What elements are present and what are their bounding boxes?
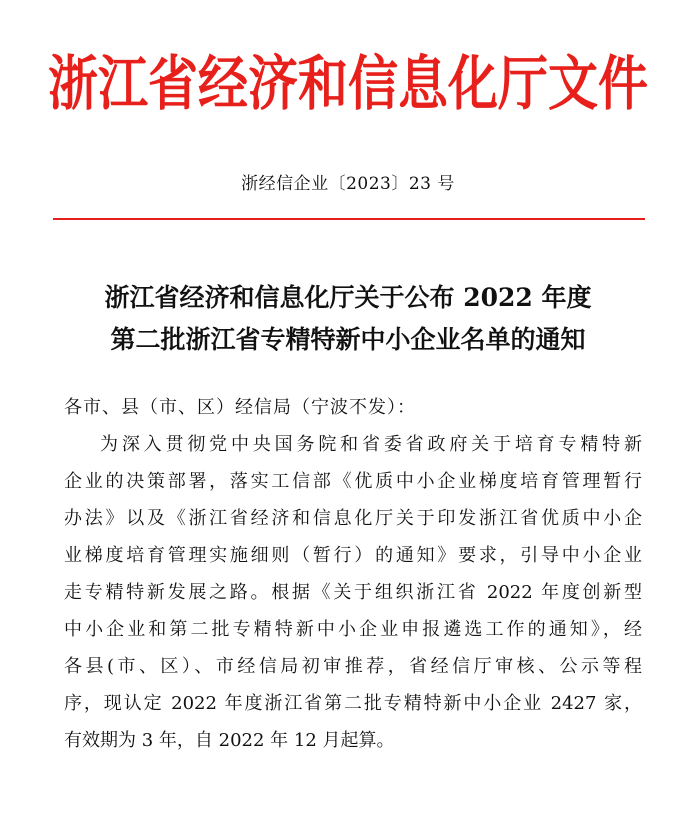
body-paragraph-line: 办法》以及《浙江省经济和信息化厅关于印发浙江省优质中小企 bbox=[64, 508, 642, 529]
body-paragraph-line: 中小企业和第二批专精特新中小企业申报遴选工作的通知》，经 bbox=[64, 619, 642, 640]
body-paragraph-line: 有效期为 3 年，自 2022 年 12 月起算。 bbox=[64, 730, 395, 751]
header-divider bbox=[53, 218, 645, 220]
notice-title-line: 第二批浙江省专精特新中小企业名单的通知 bbox=[110, 325, 586, 354]
document-number: 浙经信企业〔2023〕23 号 bbox=[241, 174, 455, 194]
notice-title-line: 浙江省经济和信息化厅关于公布 2022 年度 bbox=[104, 283, 592, 312]
body-paragraph-line: 为深入贯彻党中央国务院和省委省政府关于培育专精特新 bbox=[100, 434, 642, 455]
document-header-title: 浙江省经济和信息化厅文件 bbox=[48, 49, 648, 119]
body-paragraph-line: 各县(市、区）、市经信局初审推荐，省经信厅审核、公示等程 bbox=[64, 656, 642, 677]
body-paragraph-line: 企业的决策部署，落实工信部《优质中小企业梯度培育管理暂行 bbox=[64, 471, 642, 492]
salutation: 各市、县（市、区）经信局（宁波不发）： bbox=[64, 397, 416, 418]
body-paragraph-line: 走专精特新发展之路。根据《关于组织浙江省 2022 年度创新型 bbox=[64, 582, 642, 603]
body-paragraph-line: 序，现认定 2022 年度浙江省第二批专精特新中小企业 2427 家， bbox=[64, 693, 642, 714]
body-paragraph-line: 业梯度培育管理实施细则（暂行）的通知》要求，引导中小企业 bbox=[64, 545, 642, 566]
notice-title bbox=[40, 277, 656, 361]
